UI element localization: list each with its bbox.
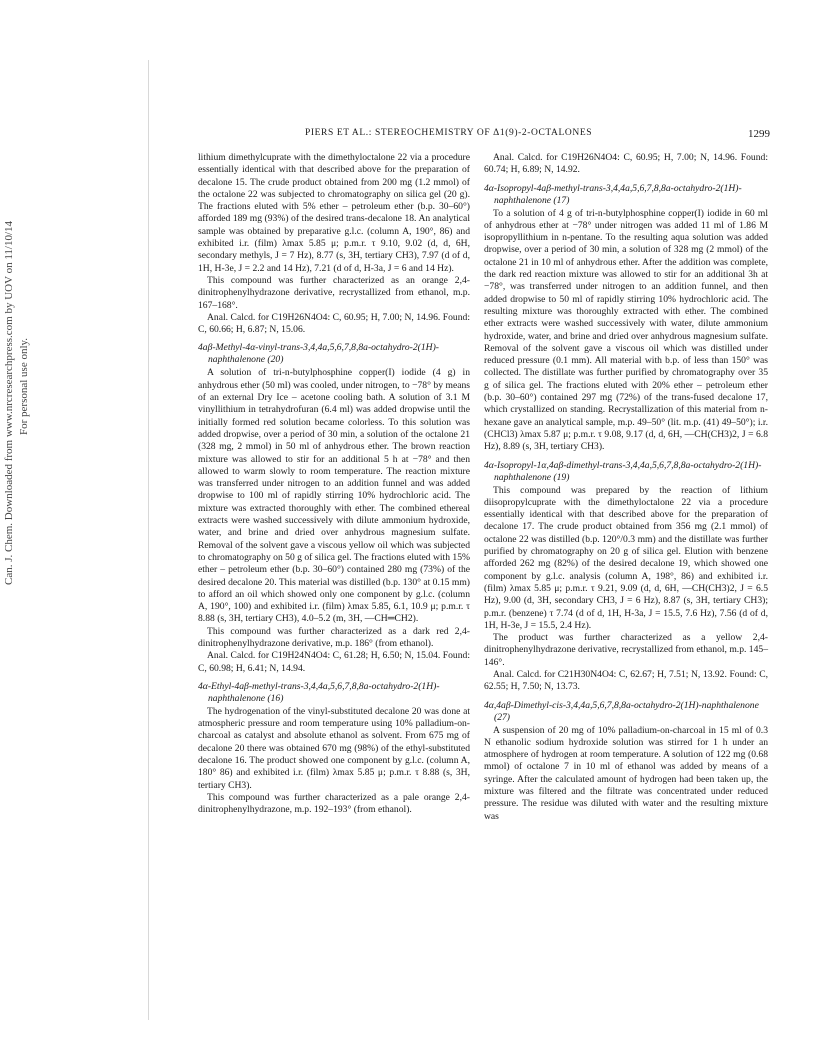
running-title: PIERS ET AL.: STEREOCHEMISTRY OF Δ1(9)-2-OCTALONES bbox=[305, 128, 593, 138]
compound-heading: 4aβ-Methyl-4α-vinyl-trans-3,4,4a,5,6,7,8,8a-octahydro-2(1H)-naphthalenone (20) bbox=[198, 342, 439, 366]
watermark-line-2: For personal use only. bbox=[18, 337, 30, 435]
paragraph: A solution of tri-n-butylphosphine copper(I) iodide (4 g) in anhydrous ether (50 ml) was cooled, under nitrogen, to −78° by means of an external Dry Ice – acetone cooling bath. A solution of 3.1 M vinyllithium in tetrahydrofuran (6.4 ml) was added dropwise until the initially formed red solution became colorless. To this solution was added dropwise, over a period of 30 min, a solution of the octalone 21 (328 mg, 2 mmol) in 50 ml of anhydrous ether. The brown reaction mixture was allowed to stir for an additional 5 h at −78° and then allowed to warm slowly to room temperature. The reaction mixture was transferred under nitrogen to an addition funnel and was added dropwise to 100 ml of rapidly stirring 10% hydrochloric acid. The mixture was extracted thoroughly with ether. The combined ethereal extracts were washed successively with dilute ammonium hydroxide, water, and brine and dried over anhydrous magnesium sulfate. Removal of the solvent gave a viscous yellow oil which was subjected to chromatography on 50 g of silica gel. The fractions eluted with 15% ether – petroleum ether (b.p. 30–60°) contained 280 mg (73%) of the desired decalone 20. This material was distilled (b.p. 130° at 0.15 mm) to afford an oil which showed only one component by g.l.c. (column A, 190°, 100) and exhibited i.r. (film) λmax 5.85, 6.1, 10.9 μ; p.m.r. τ 8.88 (s, 3H, tertiary CH3), 4.0–5.2 (m, 3H, —CH═CH2). bbox=[198, 367, 470, 625]
page-header bbox=[190, 128, 790, 144]
right-column bbox=[484, 152, 768, 823]
compound-heading: 4α,4aβ-Dimethyl-cis-3,4,4a,5,6,7,8,8a-octahydro-2(1H)-naphthalenone (27) bbox=[484, 699, 759, 723]
analysis-paragraph: Anal. Calcd. for C19H26N4O4: C, 60.95; H, 7.00; N, 14.96. Found: C, 60.66; H, 6.87; N, 15.06. bbox=[198, 311, 470, 336]
paragraph: This compound was further characterized as an orange 2,4-dinitrophenylhydrazone derivative, recrystallized from ethanol, m.p. 167–168°. bbox=[198, 274, 470, 311]
watermark-line-1: Can. J. Chem. Downloaded from www.nrcresearchpress.com by UOV on 11/10/14 bbox=[3, 220, 15, 585]
gutter-rule bbox=[148, 60, 149, 1020]
paragraph: lithium dimethylcuprate with the dimethyloctalone 22 via a procedure essentially identical with that described above for the preparation of decalone 15. The crude product obtained from 200 mg (1.2 mmol) of the octalone 22 was subjected to chromatography on silica gel (20 g). The fractions eluted with 5% ether – petroleum ether (b.p. 30–60°) afforded 189 mg (93%) of the desired trans-decalone 18. An analytical sample was obtained by preparative g.l.c. (column A, 190°, 86) and exhibited i.r. (film) λmax 5.85 μ; p.m.r. τ 9.10, 9.02 (d, d, 6H, secondary methyls, J = 7 Hz), 8.77 (s, 3H, tertiary CH3), 7.97 (d of d, 1H, H-3e, J = 2.2 and 14 Hz), 7.21 (d of d, H-3a, J = 6 and 14 Hz). bbox=[198, 152, 470, 274]
paragraph: A suspension of 20 mg of 10% palladium-on-charcoal in 15 ml of 0.3 N ethanolic sodium hydroxide solution was stirred for 1 h under an atmosphere of hydrogen at room temperature. A solution of 122 mg (0.68 mmol) of octalone 7 in 10 ml of ethanol was added by means of a syringe. After the calculated amount of hydrogen had been taken up, the mixture was filtered and the filtrate was concentrated under reduced pressure. The residue was diluted with water and the resulting mixture was bbox=[484, 724, 768, 822]
compound-heading: 4α-Ethyl-4aβ-methyl-trans-3,4,4a,5,6,7,8,8a-octahydro-2(1H)-naphthalenone (16) bbox=[198, 680, 440, 704]
analysis-paragraph: Anal. Calcd. for C19H24N4O4: C, 61.28; H, 6.50; N, 15.04. Found: C, 60.98; H, 6.41; N, 14.94. bbox=[198, 650, 470, 674]
left-column bbox=[198, 152, 470, 817]
compound-heading: 4α-Isopropyl-4aβ-methyl-trans-3,4,4a,5,6,7,8,8a-octahydro-2(1H)-naphthalenone (17) bbox=[484, 182, 742, 206]
paragraph: This compound was prepared by the reaction of lithium diisopropylcuprate with the dimethyloctalone 22 via a procedure essentially identical with that described above for the preparation of decalone 17. The crude product obtained from 356 mg (2.1 mmol) of octalone 22 was distilled (b.p. 120°/0.3 mm) and the distillate was further purified by chromatography on 20 g of silica gel. Elution with benzene afforded 262 mg (82%) of the desired decalone 19, which showed one component by g.l.c. analysis (column A, 198°, 86) and exhibited i.r. (film) λmax 5.85 μ; p.m.r. τ 9.21, 9.09 (d, d, 6H, —CH(CH3)2, J = 6.5 Hz), 9.00 (d, 3H, secondary CH3, J = 6 Hz), 8.87 (s, 3H, tertiary CH3); p.m.r. (benzene) τ 7.74 (d of d, 1H, H-3a, J = 15.5, 7.6 Hz), 7.56 (d of d, 1H, H-3e, J = 15.5, 2.4 Hz). bbox=[484, 484, 768, 631]
paragraph: The product was further characterized as a yellow 2,4-dinitrophenylhydrazone derivative, recrystallized from ethanol, m.p. 145–146°. bbox=[484, 632, 768, 668]
page-number: 1299 bbox=[748, 128, 770, 140]
download-watermark bbox=[2, 0, 32, 585]
paragraph: To a solution of 4 g of tri-n-butylphosphine copper(I) iodide in 60 ml of anhydrous ether at −78° under nitrogen was added 11 ml of 1.86 M isopropyllithium in n-pentane. To the resulting aqua solution was added dropwise, over a period of 30 min, a solution of 328 mg (2 mmol) of the octalone 21 in 10 ml of anhydrous ether. After the addition was complete, the dark red reaction mixture was allowed to stir for an additional 3h at −78°, was transferred under nitrogen to an addition funnel, and then added dropwise to 50 ml of rapidly stirring 10% hydrochloric acid. The resulting mixture was thoroughly extracted with ether. The combined ether extracts were washed successively with water, dilute ammonium hydroxide, water, and brine and dried over anhydrous magnesium sulfate. Removal of the solvent gave a viscous oil which was distilled under reduced pressure (0.1 mm). All material with b.p. of less than 150° was collected. The distillate was further purified by chromatography over 35 g of silica gel. The fractions eluted with 20% ether – petroleum ether (b.p. 30–60°) contained 297 mg (72%) of the trans-fused decalone 17, which crystallized on standing. Recrystallization of this material from n-hexane gave an analytical sample, m.p. 49–50° (lit. m.p. (41) 49–50°); i.r. (CHCl3) λmax 5.87 μ; p.m.r. τ 9.08, 9.17 (d, d, 6H, —CH(CH3)2, J = 6.8 Hz), 8.89 (s, 3H, tertiary CH3). bbox=[484, 207, 768, 453]
compound-heading: 4α-Isopropyl-1α,4aβ-dimethyl-trans-3,4,4a,5,6,7,8,8a-octahydro-2(1H)-naphthalenone (19) bbox=[484, 459, 762, 483]
paragraph: The hydrogenation of the vinyl-substituted decalone 20 was done at atmospheric pressure and room temperature using 10% palladium-on-charcoal as catalyst and absolute ethanol as solvent. From 675 mg of decalone 20 there was obtained 670 mg (98%) of the ethyl-substituted decalone 16. The product showed one component by g.l.c. (column A, 180° 86) and exhibited i.r. (film) λmax 5.85 μ; p.m.r. τ 8.88 (s, 3H, tertiary CH3). bbox=[198, 705, 470, 791]
analysis-paragraph: Anal. Calcd. for C19H26N4O4: C, 60.95; H, 7.00; N, 14.96. Found: 60.74; H, 6.89; N, 14.92. bbox=[484, 152, 768, 176]
paragraph: This compound was further characterized as a dark red 2,4-dinitrophenylhydrazone derivative, m.p. 186° (from ethanol). bbox=[198, 625, 470, 649]
analysis-paragraph: Anal. Calcd. for C21H30N4O4: C, 62.67; H, 7.51; N, 13.92. Found: C, 62.55; H, 7.50; N, 13.73. bbox=[484, 668, 768, 693]
paragraph: This compound was further characterized as a pale orange 2,4-dinitrophenylhydrazone, m.p. 192–193° (from ethanol). bbox=[198, 791, 470, 816]
